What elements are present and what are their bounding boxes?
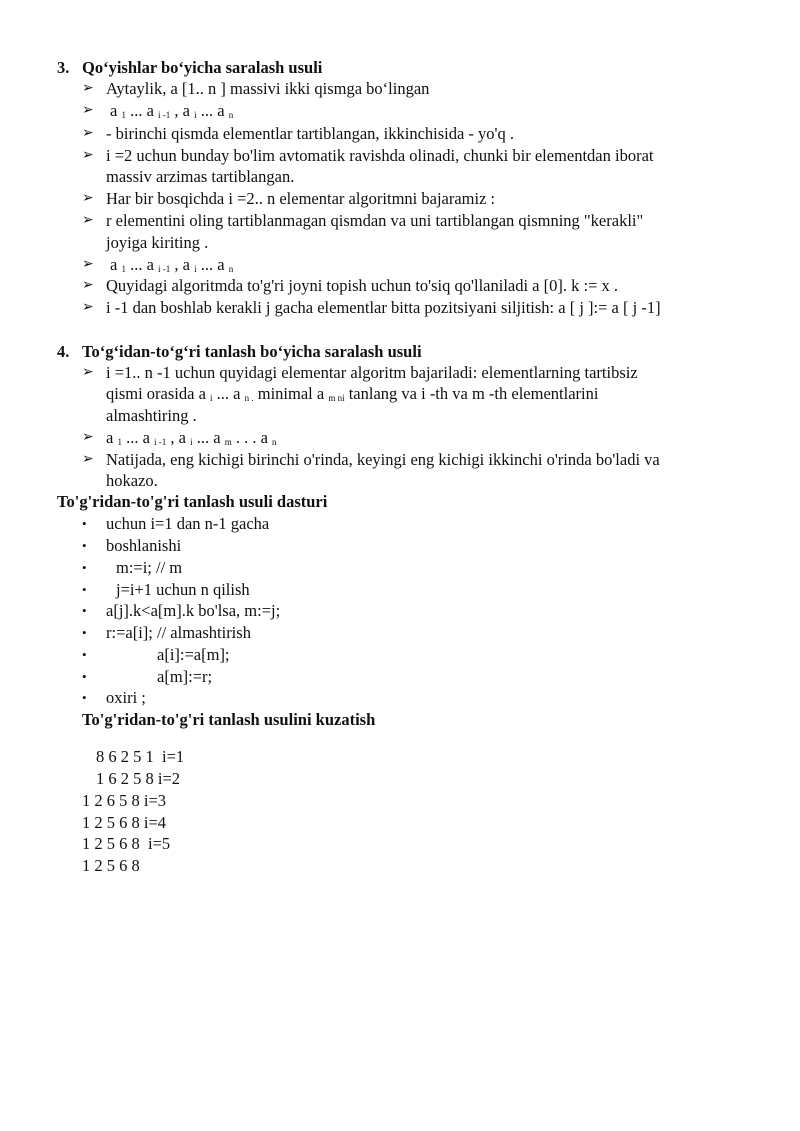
- program-line: j=i+1 uchun n qilish: [116, 580, 250, 599]
- section-4-item-continued: qismi orasida a $_i$ ... a $_{n .}$ minimal a $_{m ni}$ tanlang va i -th va m -th elementlarini: [106, 384, 599, 403]
- section-4-item-continued: almashtiring .: [106, 406, 197, 425]
- dot-bullet-icon: •: [82, 538, 87, 553]
- dot-bullet-icon: •: [82, 690, 87, 705]
- arrow-bullet-icon: ➢: [82, 148, 94, 163]
- section-4-number: 4.: [57, 342, 70, 361]
- section-4-sequence: a $_1$ ... a $_{i -1}$ , a $_i$ ... a $_m$ . . . a $_n$: [106, 428, 277, 447]
- observation-row: 1 2 6 5 8 i=3: [82, 791, 167, 810]
- section-3-item: Quyidagi algoritmda to'g'ri joyni topish uchun to'siq qo'llaniladi a [0]. k := x .: [106, 276, 619, 295]
- program-line: a[m]:=r;: [157, 667, 213, 686]
- program-heading: To'g'ridan-to'g'ri tanlash usuli dasturi: [57, 492, 328, 511]
- observation-row: 1 2 5 6 8 i=5: [82, 834, 171, 853]
- arrow-bullet-icon: ➢: [82, 278, 94, 293]
- section-4-item: Natijada, eng kichigi birinchi o'rinda, keyingi eng kichigi ikkinchi o'rinda bo'ladi va: [106, 450, 660, 469]
- section-3-item: - birinchi qismda elementlar tartiblangan, ikkinchisida - yo'q .: [106, 124, 515, 143]
- arrow-bullet-icon: ➢: [82, 452, 94, 467]
- section-3-sequence: a $_1$ ... a $_{i -1}$ , a $_i$ ... a $_n$: [110, 101, 234, 120]
- dot-bullet-icon: •: [82, 560, 87, 575]
- program-line: a[i]:=a[m];: [157, 645, 230, 664]
- arrow-bullet-icon: ➢: [82, 365, 94, 380]
- dot-bullet-icon: •: [82, 516, 87, 531]
- observation-row: 8 6 2 5 1 i=1: [96, 747, 185, 766]
- dot-bullet-icon: •: [82, 582, 87, 597]
- dot-bullet-icon: •: [82, 669, 87, 684]
- arrow-bullet-icon: ➢: [82, 213, 94, 228]
- arrow-bullet-icon: ➢: [82, 430, 94, 445]
- program-line: a[j].k<a[m].k bo'lsa, m:=j;: [106, 601, 281, 620]
- section-3-item-continued: joyiga kiriting .: [106, 233, 209, 252]
- program-line: r:=a[i]; // almashtirish: [106, 623, 251, 642]
- arrow-bullet-icon: ➢: [82, 103, 94, 118]
- arrow-bullet-icon: ➢: [82, 300, 94, 315]
- program-line: uchun i=1 dan n-1 gacha: [106, 514, 270, 533]
- observation-row: 1 6 2 5 8 i=2: [96, 769, 181, 788]
- arrow-bullet-icon: ➢: [82, 126, 94, 141]
- observation-heading: To'g'ridan-to'g'ri tanlash usulini kuzatish: [82, 710, 376, 729]
- observation-row: 1 2 5 6 8: [82, 856, 140, 875]
- arrow-bullet-icon: ➢: [82, 257, 94, 272]
- section-3-item: Har bir bosqichda i =2.. n elementar algoritmni bajaramiz :: [106, 189, 496, 208]
- section-4-item-continued: hokazo.: [106, 471, 158, 490]
- program-line: boshlanishi: [106, 536, 182, 555]
- dot-bullet-icon: •: [82, 647, 87, 662]
- section-3-sequence: a $_1$ ... a $_{i -1}$ , a $_i$ ... a $_n$: [110, 255, 234, 274]
- arrow-bullet-icon: ➢: [82, 191, 94, 206]
- section-4-title: To‘g‘idan-to‘g‘ri tanlash bo‘yicha saralash usuli: [82, 342, 422, 361]
- section-3-title: Qo‘yishlar bo‘yicha saralash usuli: [82, 58, 323, 77]
- program-line: oxiri ;: [106, 688, 146, 707]
- section-3-number: 3.: [57, 58, 70, 77]
- observation-row: 1 2 5 6 8 i=4: [82, 813, 167, 832]
- section-3-item: Aytaylik, a [1.. n ] massivi ikki qismga bo‘lingan: [106, 79, 430, 98]
- section-4-item: i =1.. n -1 uchun quyidagi elementar algoritm bajariladi: elementlarning tartibsiz: [106, 363, 638, 382]
- section-3-item: r elementini oling tartiblanmagan qismdan va uni tartiblangan qismning "kerakli": [106, 211, 644, 230]
- section-3-item-continued: massiv arzimas tartiblangan.: [106, 167, 295, 186]
- program-line: m:=i; // m: [116, 558, 183, 577]
- arrow-bullet-icon: ➢: [82, 81, 94, 96]
- dot-bullet-icon: •: [82, 625, 87, 640]
- section-3-item: i =2 uchun bunday bo'lim avtomatik ravishda olinadi, chunki bir elementdan iborat: [106, 146, 654, 165]
- dot-bullet-icon: •: [82, 603, 87, 618]
- section-3-item: i -1 dan boshlab kerakli j gacha elementlar bitta pozitsiyani siljitish: a [ j ]:= a [ j -1]: [106, 298, 661, 317]
